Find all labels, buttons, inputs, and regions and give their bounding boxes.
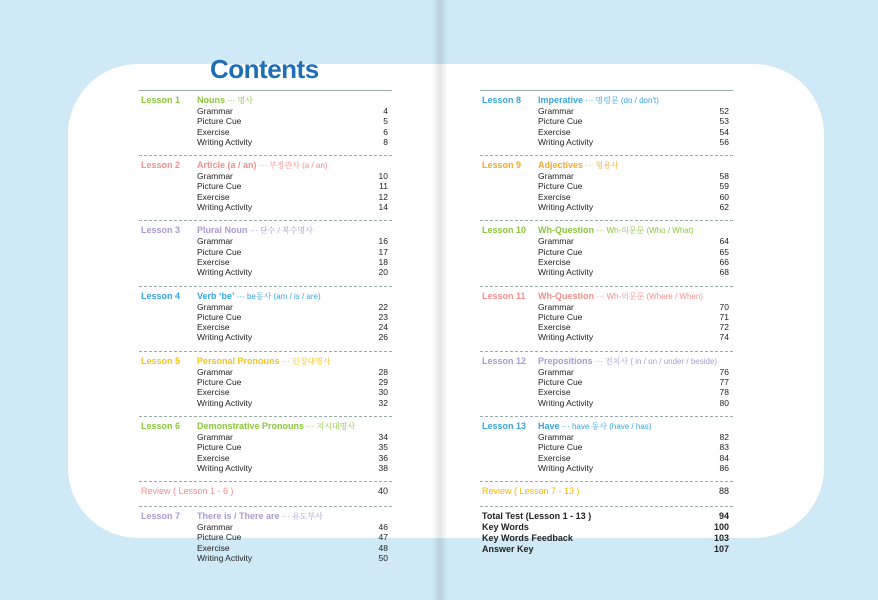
appendix-row[interactable]	[480, 522, 733, 533]
lesson-heading	[480, 291, 733, 302]
review-label: Review ( Lesson 7 - 13 )	[482, 486, 580, 497]
page-number: 71	[719, 311, 729, 322]
section-name: Grammar	[538, 431, 574, 442]
section-name: Picture Cue	[197, 311, 242, 322]
lesson-number: Lesson 4	[141, 290, 181, 301]
section-row[interactable]	[139, 522, 392, 532]
page-number: 52	[719, 106, 729, 116]
section-row[interactable]	[480, 267, 733, 277]
page-number: 23	[378, 311, 388, 322]
section-name: Writing Activity	[538, 462, 594, 473]
section-name: Grammar	[538, 106, 574, 116]
page-number: 6	[383, 126, 388, 137]
review-entry[interactable]	[139, 481, 392, 498]
lesson-block[interactable]	[139, 351, 392, 408]
section-row[interactable]	[480, 202, 733, 212]
lesson-block[interactable]	[480, 286, 733, 343]
section-name: Grammar	[197, 431, 233, 442]
page-number: 88	[718, 486, 729, 497]
page-number: 82	[719, 431, 729, 442]
lesson-subtitle: ··· Wh-의문문 (Where / When)	[594, 291, 703, 301]
section-name: Exercise	[538, 452, 571, 463]
section-row[interactable]	[480, 116, 733, 126]
section-row[interactable]	[139, 442, 392, 452]
section-row[interactable]	[139, 322, 392, 332]
lesson-title-text: Plural Noun	[197, 225, 248, 236]
section-row[interactable]	[139, 137, 392, 147]
lesson-heading	[139, 511, 392, 522]
page-number: 26	[378, 332, 388, 343]
section-name: Picture Cue	[538, 442, 583, 453]
page-number: 80	[719, 397, 729, 408]
lesson-number: Lesson 11	[482, 290, 526, 301]
section-row[interactable]	[139, 332, 392, 342]
lesson-block[interactable]	[480, 351, 733, 408]
section-name: Grammar	[538, 301, 574, 312]
section-row[interactable]	[139, 453, 392, 463]
section-name: Writing Activity	[538, 397, 594, 408]
section-name: Picture Cue	[538, 116, 583, 127]
section-row[interactable]	[139, 312, 392, 322]
section-name: Writing Activity	[538, 267, 594, 278]
lesson-title	[538, 95, 659, 106]
lesson-title	[197, 421, 355, 432]
lesson-number: Lesson 6	[141, 420, 181, 431]
section-row[interactable]	[139, 553, 392, 563]
section-name: Exercise	[197, 542, 230, 553]
page-number: 24	[378, 322, 388, 333]
lesson-subtitle: ··· 명사	[225, 96, 253, 105]
lesson-block[interactable]	[480, 416, 733, 473]
lesson-title	[538, 421, 651, 432]
lesson-heading	[480, 225, 733, 236]
section-row[interactable]	[139, 171, 392, 181]
page-number: 65	[719, 246, 729, 257]
section-row[interactable]	[480, 398, 733, 408]
lesson-block[interactable]	[480, 220, 733, 277]
lesson-title-text: Imperative	[538, 95, 584, 105]
appendix-row[interactable]	[480, 533, 733, 544]
section-row[interactable]	[480, 302, 733, 312]
page-number: 86	[719, 462, 729, 473]
page-number: 103	[713, 533, 729, 544]
appendix-name: Key Words Feedback	[482, 533, 573, 544]
section-name: Grammar	[538, 236, 574, 247]
right-column	[480, 90, 733, 555]
lesson-block[interactable]	[139, 220, 392, 277]
lesson-subtitle: ··· 단수 / 복수명사	[247, 226, 313, 236]
appendix-list	[480, 506, 733, 555]
lesson-title-text: Wh-Question	[538, 290, 594, 301]
page-number: 29	[378, 377, 388, 388]
section-row[interactable]	[480, 127, 733, 137]
page-number: 30	[378, 387, 388, 398]
page-number: 47	[378, 532, 388, 543]
section-name: Exercise	[197, 322, 230, 333]
section-name: Writing Activity	[197, 136, 253, 147]
section-row[interactable]	[139, 543, 392, 553]
lesson-title	[197, 225, 313, 236]
page-title: Contents	[210, 54, 319, 84]
section-name: Grammar	[197, 106, 233, 116]
left-column	[139, 90, 392, 571]
lesson-number: Lesson 10	[482, 225, 527, 236]
section-name: Writing Activity	[197, 267, 253, 278]
lesson-subtitle: ··· 명령문 (do / don't)	[583, 96, 659, 105]
section-name: Writing Activity	[538, 332, 594, 343]
section-name: Writing Activity	[197, 397, 253, 408]
section-name: Writing Activity	[197, 553, 253, 564]
page-number: 54	[719, 126, 729, 137]
section-row[interactable]	[139, 387, 392, 397]
section-name: Grammar	[197, 301, 233, 312]
page-number: 16	[378, 236, 388, 247]
section-row[interactable]	[139, 247, 392, 257]
lesson-title	[538, 160, 619, 171]
section-name: Exercise	[538, 126, 571, 137]
section-row[interactable]	[480, 432, 733, 442]
section-row[interactable]	[139, 532, 392, 542]
section-name: Grammar	[197, 171, 233, 182]
section-name: Writing Activity	[197, 202, 253, 213]
page-number: 12	[378, 191, 388, 202]
page-number: 60	[719, 191, 729, 202]
section-row[interactable]	[139, 463, 392, 473]
page-number: 38	[378, 462, 388, 473]
page-number: 32	[378, 397, 388, 408]
lesson-title	[197, 291, 321, 302]
appendix-row[interactable]	[480, 544, 733, 555]
lesson-subtitle: ··· Wh-의문문 (Who / What)	[594, 226, 694, 236]
page-number: 83	[719, 442, 729, 453]
page-number: 14	[378, 202, 388, 213]
page-number: 74	[719, 332, 729, 343]
page-number: 68	[719, 267, 729, 278]
section-name: Exercise	[197, 191, 230, 202]
lesson-title-text: Personal Pronouns	[197, 355, 280, 366]
lesson-number: Lesson 1	[141, 95, 181, 105]
page-number: 53	[719, 116, 729, 127]
section-name: Writing Activity	[197, 332, 253, 343]
section-name: Exercise	[538, 256, 571, 267]
section-row[interactable]	[480, 322, 733, 332]
lesson-subtitle: ··· 인칭대명사	[279, 356, 331, 366]
section-name: Exercise	[197, 126, 230, 137]
section-row[interactable]	[480, 181, 733, 191]
lesson-title-text: Prepositions	[538, 355, 593, 366]
section-row[interactable]	[139, 267, 392, 277]
lesson-subtitle: ··· 전치사 ( in / on / under / beside)	[592, 356, 718, 366]
page-number: 59	[719, 181, 729, 192]
lesson-title-text: Verb ‘be’	[197, 290, 235, 301]
lesson-heading	[480, 421, 733, 432]
page-number: 5	[383, 116, 388, 127]
section-row[interactable]	[139, 181, 392, 191]
section-name: Picture Cue	[538, 377, 583, 388]
book-spine	[432, 0, 448, 600]
lesson-number: Lesson 5	[141, 355, 181, 366]
section-row[interactable]	[480, 171, 733, 181]
page-number: 17	[378, 246, 388, 257]
page-number: 10	[378, 171, 388, 182]
appendix-name: Key Words	[482, 522, 529, 533]
page-number: 28	[378, 366, 388, 377]
lesson-subtitle: ··· be동사 (am / is / are)	[234, 291, 321, 301]
appendix-row[interactable]	[480, 511, 733, 522]
section-row[interactable]	[139, 192, 392, 202]
lesson-number: Lesson 3	[141, 225, 181, 236]
appendix-name: Answer Key	[482, 544, 534, 555]
lesson-block[interactable]	[480, 90, 733, 147]
section-row[interactable]	[480, 377, 733, 387]
lesson-block[interactable]	[139, 90, 392, 147]
section-name: Picture Cue	[197, 181, 242, 192]
section-row[interactable]	[139, 106, 392, 116]
lesson-subtitle: ··· have 동사 (have / has)	[559, 421, 652, 431]
page-number: 22	[378, 301, 388, 312]
lesson-block[interactable]	[139, 416, 392, 473]
page-number: 46	[378, 522, 388, 533]
section-name: Writing Activity	[538, 202, 594, 213]
lesson-heading	[480, 160, 733, 171]
page-number: 8	[383, 136, 388, 147]
lesson-title-text: Article (a / an)	[197, 160, 257, 171]
lesson-subtitle: ··· 유도부사	[279, 512, 323, 522]
lesson-title-text: Adjectives	[538, 160, 584, 171]
page-number: 72	[719, 322, 729, 333]
lesson-subtitle: ··· 형용사	[583, 161, 619, 171]
lesson-number: Lesson 2	[141, 160, 181, 171]
section-name: Grammar	[197, 236, 233, 247]
page-number: 76	[719, 366, 729, 377]
lesson-number: Lesson 9	[482, 160, 522, 171]
page-number: 40	[377, 486, 388, 497]
section-name: Grammar	[538, 171, 574, 182]
section-row[interactable]	[139, 377, 392, 387]
section-name: Exercise	[197, 387, 230, 398]
section-name: Picture Cue	[197, 246, 242, 257]
lesson-block[interactable]	[139, 155, 392, 212]
lesson-heading	[139, 421, 392, 432]
lesson-heading	[139, 291, 392, 302]
lesson-heading	[139, 95, 392, 106]
page-number: 62	[719, 202, 729, 213]
page-number: 35	[378, 442, 388, 453]
lesson-title	[197, 511, 323, 522]
review-entry[interactable]	[480, 481, 733, 498]
page-number: 66	[719, 256, 729, 267]
lesson-title-text: Have	[538, 420, 560, 431]
page-number: 78	[719, 387, 729, 398]
section-row[interactable]	[139, 202, 392, 212]
lesson-heading	[139, 160, 392, 171]
section-name: Grammar	[197, 366, 233, 377]
lesson-subtitle: ··· 부정관사 (a / an)	[256, 161, 328, 171]
section-row[interactable]	[480, 312, 733, 322]
page-number: 77	[719, 377, 729, 388]
page-number: 100	[713, 522, 729, 533]
page-number: 94	[718, 511, 729, 522]
section-row[interactable]	[480, 387, 733, 397]
section-row[interactable]	[139, 257, 392, 267]
section-row[interactable]	[480, 137, 733, 147]
section-row[interactable]	[480, 367, 733, 377]
section-name: Grammar	[538, 366, 574, 377]
section-row[interactable]	[480, 332, 733, 342]
section-name: Exercise	[197, 452, 230, 463]
section-row[interactable]	[480, 106, 733, 116]
section-name: Writing Activity	[538, 136, 594, 147]
section-row[interactable]	[480, 442, 733, 452]
page-number: 50	[378, 553, 388, 564]
page-number: 48	[378, 542, 388, 553]
section-row[interactable]	[139, 302, 392, 312]
section-name: Writing Activity	[197, 462, 253, 473]
section-name: Picture Cue	[197, 442, 242, 453]
lesson-title-text: Demonstrative Pronouns	[197, 420, 305, 431]
lesson-block[interactable]	[139, 506, 392, 563]
lesson-number: Lesson 7	[141, 511, 181, 522]
section-row[interactable]	[480, 463, 733, 473]
appendix-name: Total Test (Lesson 1 - 13 )	[482, 511, 592, 522]
page-number: 70	[719, 301, 729, 312]
page-number: 36	[378, 452, 388, 463]
lesson-number: Lesson 12	[482, 355, 527, 366]
lesson-title	[538, 291, 703, 302]
lesson-subtitle: ··· 지시대명사	[304, 421, 356, 431]
page-number: 20	[378, 267, 388, 278]
review-label: Review ( Lesson 1 - 6 )	[141, 486, 234, 497]
page-number: 34	[378, 431, 388, 442]
lesson-block[interactable]	[480, 155, 733, 212]
lesson-title-text: There is / There are	[197, 511, 280, 522]
lesson-heading	[480, 95, 733, 106]
section-name: Exercise	[538, 387, 571, 398]
section-row[interactable]	[480, 257, 733, 267]
lesson-title	[197, 356, 331, 367]
section-name: Picture Cue	[197, 377, 242, 388]
section-name: Picture Cue	[197, 532, 242, 543]
lesson-title	[538, 356, 717, 367]
section-name: Picture Cue	[538, 311, 583, 322]
section-name: Exercise	[538, 191, 571, 202]
lesson-heading	[480, 356, 733, 367]
lesson-heading	[139, 356, 392, 367]
page-number: 4	[383, 106, 388, 116]
section-name: Picture Cue	[538, 246, 583, 257]
section-name: Grammar	[197, 522, 233, 533]
section-name: Exercise	[197, 256, 230, 267]
lesson-heading	[139, 225, 392, 236]
page-number: 18	[378, 256, 388, 267]
section-row[interactable]	[139, 398, 392, 408]
section-name: Exercise	[538, 322, 571, 333]
lesson-number: Lesson 8	[482, 95, 522, 105]
section-row[interactable]	[139, 236, 392, 246]
page-number: 107	[713, 544, 729, 555]
section-row[interactable]	[139, 116, 392, 126]
page-number: 64	[719, 236, 729, 247]
section-name: Picture Cue	[538, 181, 583, 192]
lesson-title	[197, 95, 253, 106]
section-row[interactable]	[480, 453, 733, 463]
section-row[interactable]	[139, 432, 392, 442]
page-number: 56	[719, 136, 729, 147]
section-row[interactable]	[480, 247, 733, 257]
lesson-title	[197, 160, 327, 171]
lesson-block[interactable]	[139, 286, 392, 343]
page-number: 58	[719, 171, 729, 182]
lesson-number: Lesson 13	[482, 420, 527, 431]
section-row[interactable]	[480, 236, 733, 246]
section-row[interactable]	[139, 367, 392, 377]
lesson-title-text: Nouns	[197, 95, 225, 105]
page-number: 11	[379, 181, 388, 192]
lesson-title	[538, 225, 694, 236]
lesson-title-text: Wh-Question	[538, 225, 594, 236]
section-row[interactable]	[480, 192, 733, 202]
page-number: 84	[719, 452, 729, 463]
section-row[interactable]	[139, 127, 392, 137]
section-name: Picture Cue	[197, 116, 242, 127]
